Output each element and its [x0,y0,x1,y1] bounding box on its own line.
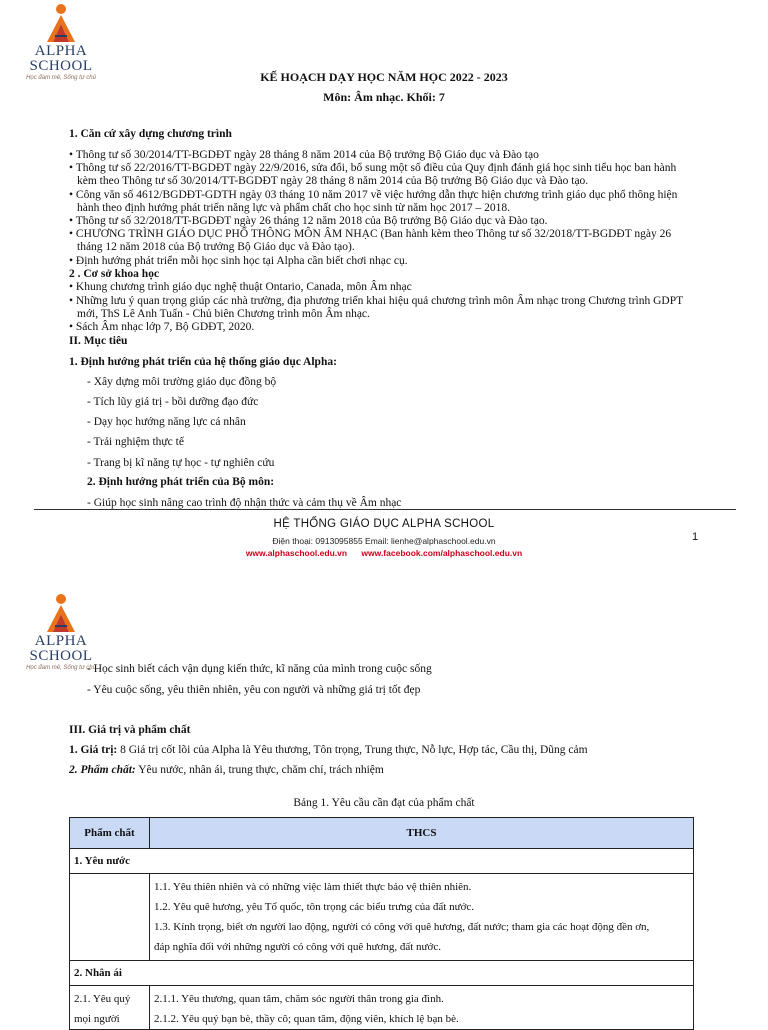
table-row [70,961,694,986]
detail-line: 1.2. Yêu quê hương, yêu Tổ quốc, tôn trọng các biểu trưng của đất nước. [154,901,475,913]
detail-line: 2.1.1. Yêu thương, quan tâm, chăm sóc người thân trong gia đình. [154,993,444,1005]
basis-line-1: • Thông tư số 30/2014/TT-BGDĐT ngày 28 tháng 8 năm 2014 của Bộ trưởng Bộ Giáo dục và Đào tạo [69,149,539,161]
science-line-1: • Khung chương trình giáo dục nghệ thuật Ontario, Canada, môn Âm nhạc [69,281,412,293]
goal-item-3: - Dạy học hướng năng lực cá nhân [87,416,246,428]
section-heading-goals: II. Mục tiêu [69,335,128,347]
goal-item-2: - Tích lũy giá trị - bồi dưỡng đạo đức [87,396,259,408]
kindness-sub-label [70,986,150,1030]
goal-heading-2: 2. Định hướng phát triển của Bộ môn: [87,476,275,488]
brand-tagline: Học đam mê, Sống tự chủ [26,665,96,671]
basis-line-3: kèm theo Thông tư số 30/2014/TT-BGDĐT ngày 28 tháng 8 năm 2014 của Bộ trưởng Bộ Giáo dục và Đào tạo. [77,175,589,187]
website-link[interactable]: www.alphaschool.edu.vn [245,548,348,558]
qualities-line [69,764,384,777]
goal-item-7: - Học sinh biết cách vận dụng kiến thức, kĩ năng của mình trong cuộc sống [87,663,432,675]
table-caption: Bảng 1. Yêu cầu cần đạt của phẩm chất [293,797,475,809]
kindness-details [150,986,694,1030]
values-text: 8 Giá trị cốt lõi của Alpha là Yêu thương, Tôn trọng, Trung thực, Nỗ lực, Hợp tác, Cầu thị, Dũng cảm [117,744,588,756]
table-row [70,849,694,874]
brand-tagline: Học đam mê, Sống tự chủ [26,75,96,81]
section-heading-values: III. Giá trị và phẩm chất [69,724,191,736]
basis-line-5: hành theo định hướng phát triển năng lực và phẩm chất cho học sinh từ năm học 2017 – 2018. [77,202,510,214]
document-subtitle: Môn: Âm nhạc. Khối: 7 [323,90,445,104]
basis-line-4: • Công văn số 4612/BGDĐT-GDTH ngày 03 tháng 10 năm 2017 về việc hướng dẫn thực hiện chương trình giáo dục phổ thông hiện [69,189,678,201]
table-row [70,986,694,1030]
alpha-logo-icon [33,2,89,44]
empty-cell [70,874,150,961]
detail-line: 2.1.2. Yêu quý bạn bè, thầy cô; quan tâm, động viên, khích lệ bạn bè. [154,1013,459,1025]
section-row-patriotism: 1. Yêu nước [70,849,694,874]
values-label: 1. Giá trị: [69,744,118,756]
section-heading-2: 2 . Cơ sở khoa học [69,268,160,280]
basis-line-2: • Thông tư số 22/2016/TT-BGDĐT ngày 22/9/2016, sửa đổi, bổ sung một số điều của Quy định đánh giá học sinh tiểu học ban hành [69,162,677,174]
goal-item-6: - Giúp học sinh nâng cao trình độ nhận thức và cảm thụ về Âm nhạc [87,497,402,509]
detail-line: đáp nghĩa đối với những người có công với quê hương, đất nước. [154,941,441,953]
footer-websites [0,548,768,558]
page-number: 1 [692,531,699,543]
sub-label-line: mọi người [74,1013,120,1025]
school-logo-page2 [6,592,116,672]
section-heading-1: 1. Căn cứ xây dựng chương trình [69,128,232,140]
basis-line-7: • CHƯƠNG TRÌNH GIÁO DỤC PHỔ THÔNG MÔN ÂM NHẠC (Ban hành kèm theo Thông tư số 32/2018/TT-BGDĐT ngày 26 [69,228,672,240]
patriotism-details [150,874,694,961]
qualities-text: Yêu nước, nhân ái, trung thực, chăm chỉ, trách nhiệm [135,764,384,776]
document-title: KẾ HOẠCH DẠY HỌC NĂM HỌC 2022 - 2023 [260,70,508,84]
science-line-4: • Sách Âm nhạc lớp 7, Bộ GDĐT, 2020. [69,321,255,333]
footer-divider [34,509,736,510]
qualities-table [69,817,694,1030]
table-row [70,874,694,961]
qualities-label: 2. Phẩm chất: [69,764,136,776]
col-header-level: THCS [150,818,694,849]
basis-line-9: • Định hướng phát triển mỗi học sinh học tại Alpha cần biết chơi nhạc cụ. [69,255,408,267]
table-header-row [70,818,694,849]
detail-line: 1.3. Kính trọng, biết ơn người lao động, người có công với quê hương, đất nước; tham gia các hoạt động đền ơn, [154,921,650,933]
basis-line-6: • Thông tư số 32/2018/TT-BGDĐT ngày 26 tháng 12 năm 2018 của Bộ trưởng Bộ Giáo dục và Đào tạo. [69,215,548,227]
goal-item-4: - Trải nghiệm thực tế [87,436,184,448]
goal-item-1: - Xây dựng môi trường giáo dục đồng bộ [87,376,277,388]
sub-label-line: 2.1. Yêu quý [74,993,131,1005]
values-line [69,744,588,757]
facebook-link[interactable]: www.facebook.com/alphaschool.edu.vn [361,548,523,558]
goal-heading-1: 1. Định hướng phát triển của hệ thống giáo dục Alpha: [69,356,337,368]
footer-contact: Điện thoại: 0913095855 Email: lienhe@alphaschool.edu.vn [272,536,496,546]
brand-name: ALPHA SCHOOL [29,43,93,74]
goal-item-5: - Trang bị kĩ năng tự học - tự nghiên cứu [87,457,275,469]
footer-org-name: HỆ THỐNG GIÁO DỤC ALPHA SCHOOL [273,518,495,530]
goal-item-8: - Yêu cuộc sống, yêu thiên nhiên, yêu con người và những giá trị tốt đẹp [87,684,421,696]
alpha-logo-icon [33,592,89,634]
science-line-3: mới, ThS Lê Anh Tuấn - Chủ biên Chương trình môn Âm nhạc. [77,308,370,320]
brand-name: ALPHA SCHOOL [29,633,93,664]
basis-line-8: tháng 12 năm 2018 của Bộ trưởng Bộ Giáo dục và Đào tạo). [77,241,355,253]
col-header-quality: Phẩm chất [70,818,150,849]
detail-line: 1.1. Yêu thiên nhiên và có những việc làm thiết thực bảo vệ thiên nhiên. [154,881,472,893]
section-row-kindness: 2. Nhân ái [70,961,694,986]
science-line-2: • Những lưu ý quan trọng giúp các nhà trường, địa phương triển khai hiệu quả chương trình môn Âm nhạc trong Chương trình GDPT [69,295,684,307]
